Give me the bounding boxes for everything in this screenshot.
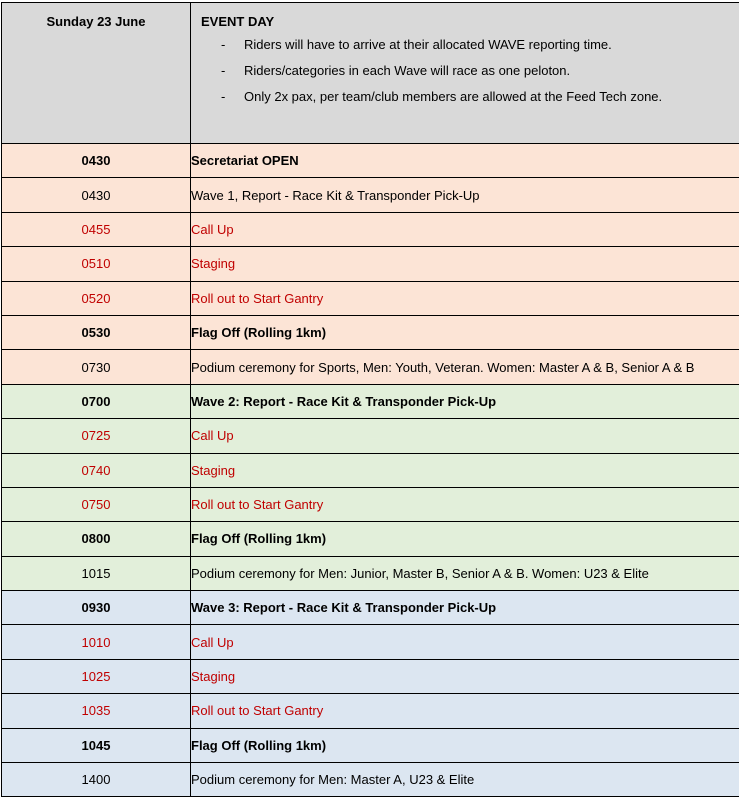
schedule-time: 0725	[2, 419, 191, 453]
schedule-event: Roll out to Start Gantry	[191, 487, 739, 521]
note-dash: -	[221, 89, 244, 115]
schedule-event: Podium ceremony for Men: Junior, Master B, Senior A & B. Women: U23 & Elite	[191, 556, 739, 590]
note-text: Only 2x pax, per team/club members are allowed at the Feed Tech zone.	[244, 89, 662, 115]
schedule-event: Roll out to Start Gantry	[191, 281, 739, 315]
schedule-time: 0455	[2, 212, 191, 246]
schedule-event: Podium ceremony for Sports, Men: Youth, Veteran. Women: Master A & B, Senior A & B	[191, 350, 739, 384]
schedule-event: Wave 2: Report - Race Kit & Transponder Pick-Up	[191, 384, 739, 418]
schedule-time: 1045	[2, 728, 191, 762]
note-dash: -	[221, 37, 244, 63]
schedule-time: 0730	[2, 350, 191, 384]
schedule-event: Secretariat OPEN	[191, 144, 739, 178]
event-date: Sunday 23 June	[2, 3, 191, 144]
schedule-event: Podium ceremony for Men: Master A, U23 & Elite	[191, 763, 739, 797]
schedule-time: 1010	[2, 625, 191, 659]
schedule-row	[2, 763, 739, 797]
schedule-row	[2, 212, 739, 246]
schedule-row	[2, 419, 739, 453]
schedule-event: Roll out to Start Gantry	[191, 694, 739, 728]
schedule-row	[2, 556, 739, 590]
schedule-row	[2, 144, 739, 178]
schedule-event: Flag Off (Rolling 1km)	[191, 315, 739, 349]
schedule-time: 0930	[2, 591, 191, 625]
schedule-event: Staging	[191, 453, 739, 487]
schedule-event: Call Up	[191, 212, 739, 246]
schedule-time: 0520	[2, 281, 191, 315]
note-item	[221, 37, 739, 63]
schedule-time: 0800	[2, 522, 191, 556]
note-item	[221, 89, 739, 115]
schedule-time: 0430	[2, 178, 191, 212]
schedule-row	[2, 281, 739, 315]
schedule-row	[2, 694, 739, 728]
schedule-event: Call Up	[191, 625, 739, 659]
schedule-row	[2, 384, 739, 418]
schedule-time: 0740	[2, 453, 191, 487]
schedule-row	[2, 350, 739, 384]
schedule-time: 1035	[2, 694, 191, 728]
event-day-info	[191, 3, 739, 144]
schedule-time: 0750	[2, 487, 191, 521]
schedule-event: Staging	[191, 247, 739, 281]
schedule-row	[2, 591, 739, 625]
note-text: Riders/categories in each Wave will race as one peloton.	[244, 63, 570, 89]
notes-list	[201, 37, 739, 115]
schedule-event: Wave 3: Report - Race Kit & Transponder Pick-Up	[191, 591, 739, 625]
schedule-row	[2, 315, 739, 349]
schedule-event: Flag Off (Rolling 1km)	[191, 728, 739, 762]
schedule-time: 1400	[2, 763, 191, 797]
note-text: Riders will have to arrive at their allocated WAVE reporting time.	[244, 37, 612, 63]
header-row	[2, 3, 739, 144]
schedule-row	[2, 659, 739, 693]
schedule-time: 0430	[2, 144, 191, 178]
schedule-event: Call Up	[191, 419, 739, 453]
schedule-row	[2, 728, 739, 762]
schedule-row	[2, 178, 739, 212]
schedule-event: Wave 1, Report - Race Kit & Transponder Pick-Up	[191, 178, 739, 212]
schedule-time: 1015	[2, 556, 191, 590]
schedule-row	[2, 522, 739, 556]
schedule-row	[2, 625, 739, 659]
event-schedule-table	[1, 2, 739, 797]
schedule-body	[2, 3, 739, 797]
schedule-time: 0530	[2, 315, 191, 349]
schedule-row	[2, 453, 739, 487]
schedule-event: Staging	[191, 659, 739, 693]
schedule-row	[2, 247, 739, 281]
schedule-time: 0700	[2, 384, 191, 418]
event-day-title: EVENT DAY	[201, 14, 739, 29]
note-item	[221, 63, 739, 89]
note-dash: -	[221, 63, 244, 89]
schedule-time: 0510	[2, 247, 191, 281]
schedule-row	[2, 487, 739, 521]
schedule-event: Flag Off (Rolling 1km)	[191, 522, 739, 556]
schedule-time: 1025	[2, 659, 191, 693]
